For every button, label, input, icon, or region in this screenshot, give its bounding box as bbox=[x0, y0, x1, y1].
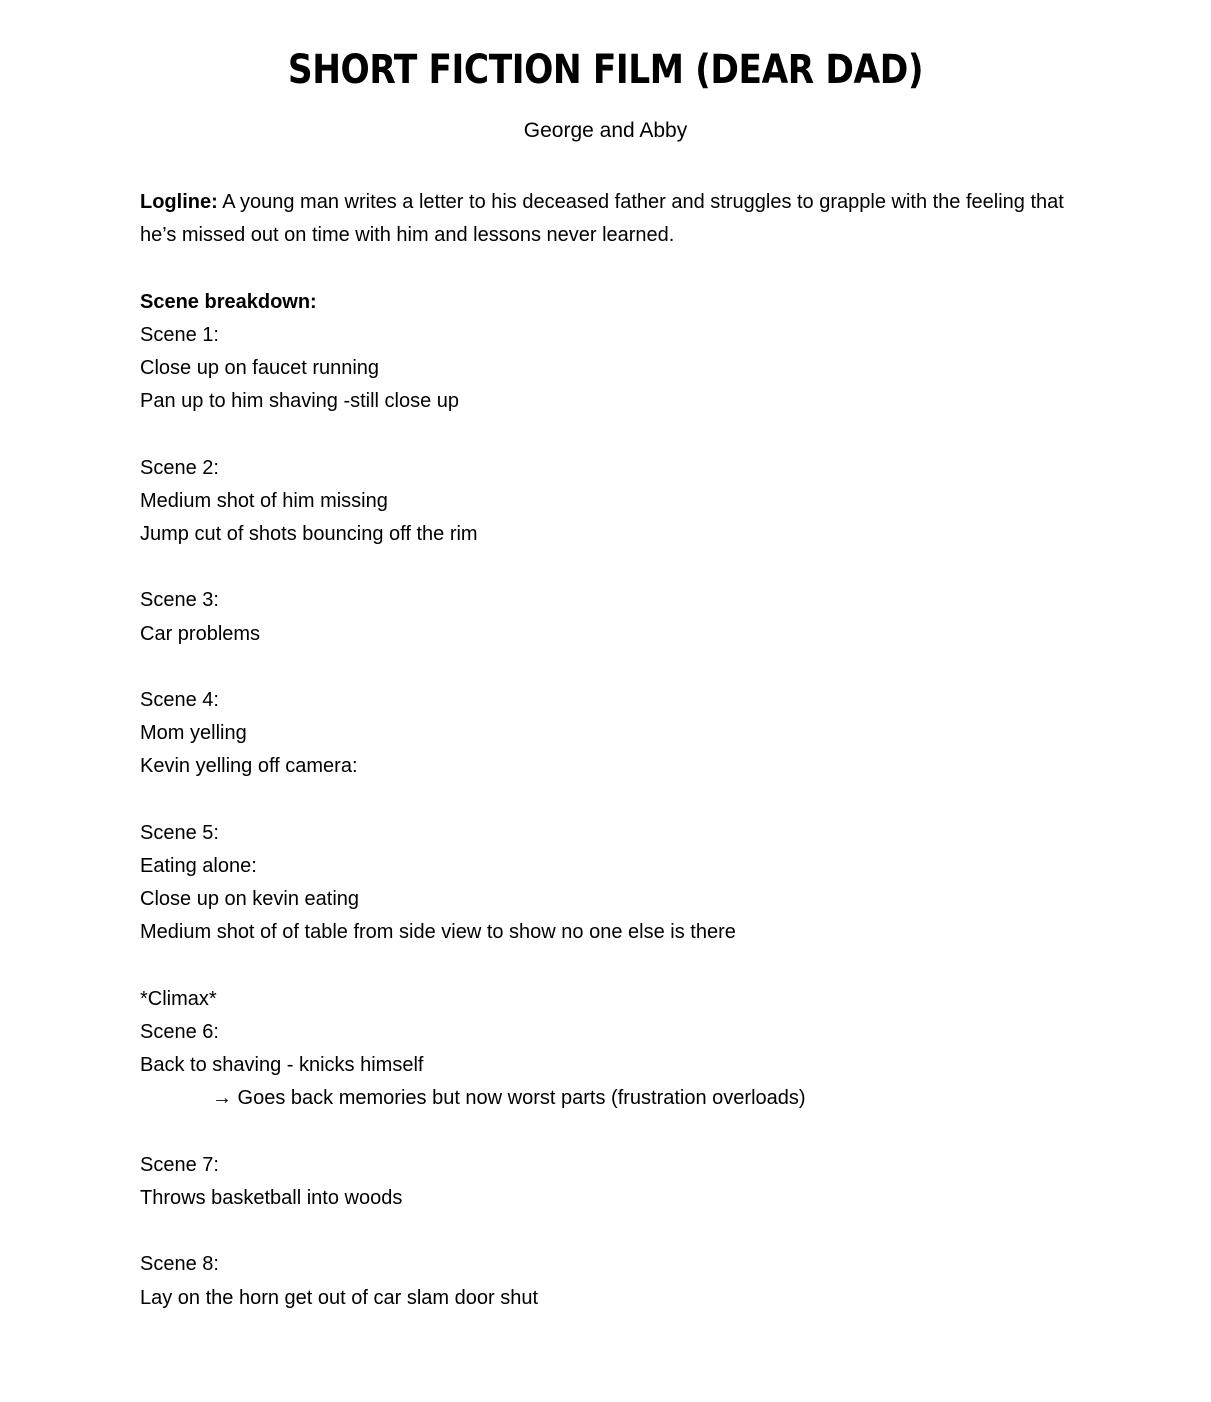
scene-line: Mom yelling bbox=[140, 722, 247, 745]
logline-paragraph bbox=[140, 186, 1070, 252]
scene-line: Pan up to him shaving -still close up bbox=[140, 390, 460, 413]
logline-label: Logline: bbox=[140, 191, 218, 213]
scene-line: Eating alone: bbox=[140, 854, 257, 877]
scene-heading: Scene 3: bbox=[140, 589, 219, 612]
scene-line: Medium shot of him missing bbox=[140, 489, 388, 512]
document-body bbox=[140, 186, 1070, 1315]
scene-heading: Scene 5: bbox=[140, 821, 219, 844]
scene-heading: Scene 6: bbox=[140, 1020, 219, 1043]
scene-line: Kevin yelling off camera: bbox=[140, 755, 358, 778]
scene-indented-line: → Goes back memories but now worst parts (frustration overloads) bbox=[212, 1087, 806, 1110]
scene-heading: Scene 2: bbox=[140, 456, 219, 479]
scene-heading: Scene 7: bbox=[140, 1153, 219, 1176]
scene-heading: Scene 4: bbox=[140, 688, 219, 711]
scene-line: Close up on kevin eating bbox=[140, 888, 360, 911]
scene-breakdown-heading: Scene breakdown: bbox=[140, 290, 317, 313]
logline-text: A young man writes a letter to his deceased father and struggles to grapple with the feeling that he’s missed out on time with him and lessons never learned. bbox=[140, 191, 1064, 247]
scene-line: Back to shaving - knicks himself bbox=[140, 1054, 424, 1077]
scene-line: Lay on the horn get out of car slam door shut bbox=[140, 1286, 539, 1309]
scene-line: Throws basketball into woods bbox=[140, 1186, 403, 1209]
scene-heading: Scene 8: bbox=[140, 1253, 219, 1276]
document-authors: George and Abby bbox=[523, 119, 688, 142]
climax-note: *Climax* bbox=[140, 987, 217, 1010]
scene-line: Car problems bbox=[140, 622, 261, 645]
scene-heading: Scene 1: bbox=[140, 323, 219, 346]
scene-line: Close up on faucet running bbox=[140, 357, 380, 379]
scene-line: Medium shot of of table from side view to show no one else is there bbox=[140, 921, 736, 944]
document-title: SHORT FICTION FILM (DEAR DAD) bbox=[287, 47, 924, 93]
scene-line: Jump cut of shots bouncing off the rim bbox=[140, 523, 478, 545]
